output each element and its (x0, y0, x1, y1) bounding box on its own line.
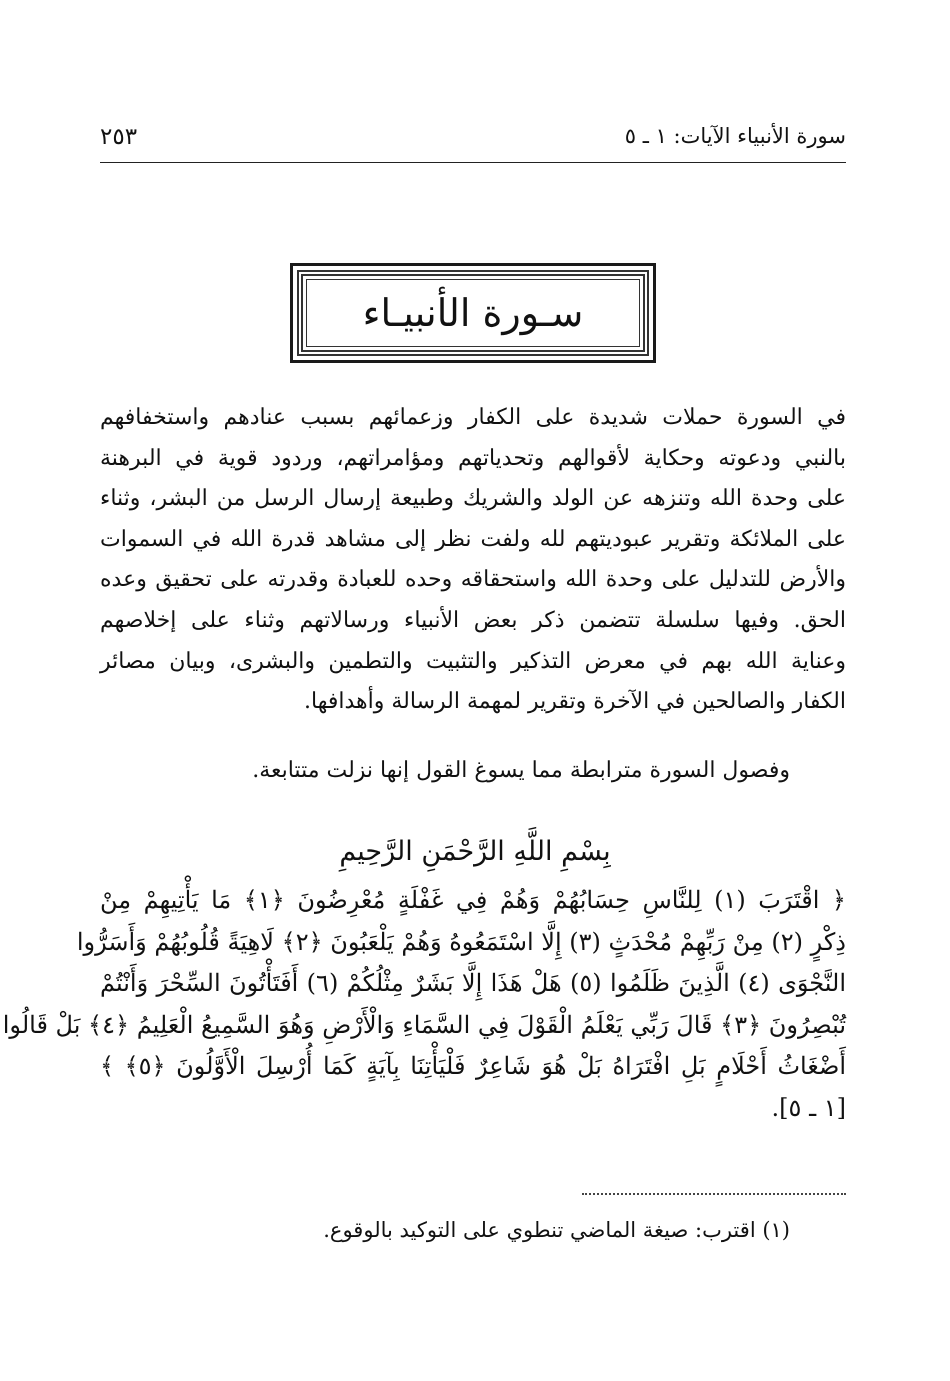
surah-title-frame-inner (297, 270, 649, 356)
quran-verses (2, 880, 846, 1129)
intro-line: والأرض للتدليل على وحدة الله واستحقاقه وحده للعبادة وقدرته على تحقيق وعده (100, 567, 846, 593)
verse-line: أَضْغَاثُ أَحْلَامٍ بَلِ افْتَرَاهُ بَلْ هُوَ شَاعِرٌ فَلْيَأْتِنَا بِآيَةٍ كَمَا أُرْسِلَ الْأَوَّلُونَ ﴿٥﴾ ﴾ (100, 1052, 846, 1080)
intro-line: الحق. وفيها سلسلة تتضمن ذكر بعض الأنبياء ورسالاتهم وثناء على إخلاصهم (100, 607, 846, 633)
intro-line: على وحدة الله وتنزهه عن الولد والشريك وطبيعة إرسال الرسل من البشر، وثناء (100, 486, 846, 512)
surah-title: سـورة الأنبيـاء (362, 291, 584, 335)
verse-range: [١ ـ ٥]. (771, 1093, 846, 1122)
verse-line: تُبْصِرُونَ ﴿٣﴾ قَالَ رَبِّي يَعْلَمُ الْقَوْلَ فِي السَّمَاءِ وَالْأَرْضِ وَهُوَ السَّمِيعُ الْعَلِيمُ ﴿٤﴾ بَلْ قَالُوا (2, 1010, 846, 1039)
surah-title-frame (290, 263, 656, 363)
verse-line: النَّجْوَى (٤) الَّذِينَ ظَلَمُوا (٥) هَلْ هَذَا إِلَّا بَشَرٌ مِثْلُكُمْ (٦) أَفَتَأْتُونَ السِّحْرَ وَأَنْتُمْ (100, 969, 846, 997)
intro-line: في السورة حملات شديدة على الكفار وزعمائهم بسبب عنادهم واستخفافهم (100, 405, 847, 430)
verse-line: ذِكْرٍ (٢) مِنْ رَبِّهِمْ مُحْدَثٍ (٣) إِلَّا اسْتَمَعُوهُ وَهُمْ يَلْعَبُونَ ﴿٢﴾ لَاهِيَةً قُلُوبُهُمْ وَأَسَرُّوا (76, 927, 846, 956)
footnote-separator (582, 1193, 846, 1195)
footnote: (١) اقترب: صيغة الماضي تنطوي على التوكيد بالوقوع. (323, 1218, 790, 1242)
intro-paragraph (100, 398, 846, 723)
header-title: سورة الأنبياء الآيات: ١ ـ ٥ (624, 124, 846, 148)
page-number: ٢٥٣ (100, 124, 138, 150)
intro-line: بالنبي ودعوته وحكاية لأقوالهم وتحدياتهم ومؤامراتهم، وردود قوية في البرهنة (100, 445, 846, 471)
intro-line: وعناية الله بهم في معرض التذكير والتثبيت والتطمين والبشرى، وبيان مصائر (100, 648, 846, 674)
basmala: بِسْمِ اللَّهِ الرَّحْمَنِ الرَّحِيمِ (339, 836, 611, 867)
closing-paragraph: وفصول السورة مترابطة مما يسوغ القول إنها نزلت متتابعة. (252, 758, 790, 783)
intro-line: على الملائكة وتقرير عبوديتهم لله ولفت نظر إلى مشاهد قدرة الله في السموات (100, 526, 846, 552)
running-header (100, 122, 846, 163)
intro-line: الكفار والصالحين في الآخرة وتقرير لمهمة الرسالة وأهدافها. (304, 689, 846, 715)
verse-line: ﴿ اقْتَرَبَ (١) لِلنَّاسِ حِسَابُهُمْ وَهُمْ فِي غَفْلَةٍ مُعْرِضُونَ ﴿١﴾ مَا يَأْتِيهِمْ مِنْ (100, 886, 846, 914)
